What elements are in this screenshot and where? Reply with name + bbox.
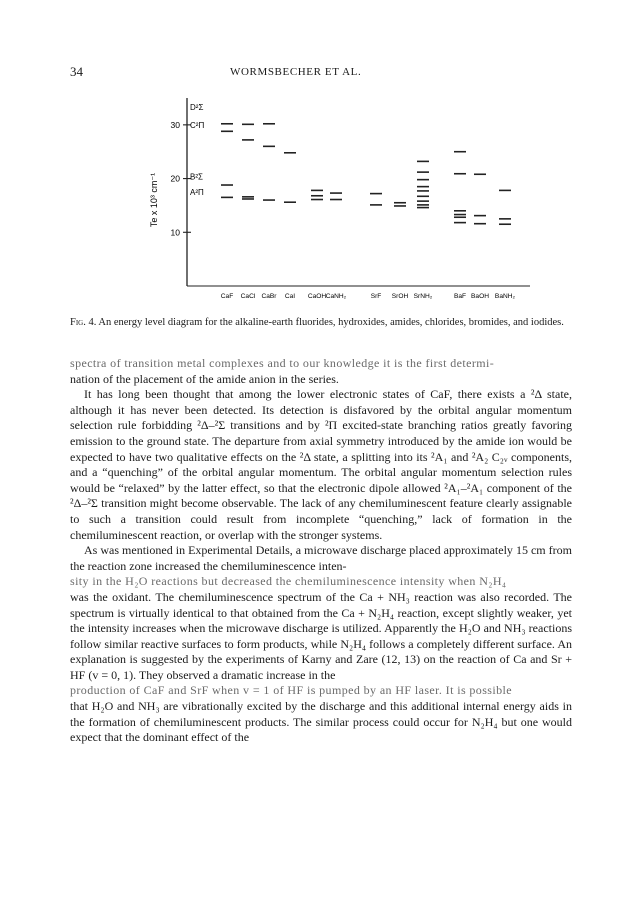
caption-label: Fig. 4. bbox=[70, 317, 97, 328]
y-tick-label: 30 bbox=[170, 119, 180, 130]
running-head: WORMSBECHER ET AL. bbox=[230, 66, 362, 78]
y-tick-label: 20 bbox=[170, 173, 180, 184]
paragraph-3-part-c: that H₂O and NH₃ are vibrationally excited by the discharge and this additional internal energy aids in the formation of chemiluminescent products. The similar process could occur for N₂H₄ but one would expect that the dominant effect of the bbox=[70, 699, 572, 745]
paragraph-3-part-a: As was mentioned in Experimental Details, a microwave discharge placed approximately 15 cm from the reaction zone increased the chemiluminescence inten- bbox=[70, 543, 572, 573]
energy-levels bbox=[221, 124, 511, 224]
state-label: D²Σ bbox=[190, 102, 204, 112]
page-number: 34 bbox=[70, 64, 83, 79]
molecule-labels bbox=[221, 293, 516, 300]
molecule-label: CaI bbox=[284, 293, 296, 300]
paragraph-continuation: nation of the placement of the amide anion in the series. bbox=[70, 371, 339, 386]
molecule-label: BaNH₂ bbox=[494, 293, 516, 300]
paragraph-3-part-b: was the oxidant. The chemiluminescence spectrum of the Ca + NH₃ reaction was also recorded. The spectrum is virtually identical to that obtained from the Ca + N₂H₄ reaction, except slightly weaker, yet the intensity increases when the microwave discharge is utilized. Apparently the H₂O and NH₃ reactions follow similar reactive surfaces to form products, while N₂H₄ follows a completely different surface. An explanation is suggested by the experiments of Karny and Zare (12, 13) on the reaction of Ca and Sr + HF (v = 0, 1). They observed a dramatic increase in the bbox=[70, 589, 572, 682]
clipped-line-2: sity in the H₂O reactions but decreased the chemiluminescence intensity when N₂H₄ bbox=[70, 574, 507, 589]
molecule-label: CaOH bbox=[307, 293, 327, 300]
y-ticks bbox=[171, 120, 191, 237]
clipped-line-3: production of CaF and SrF when v = 1 of HF is pumped by an HF laser. It is possible bbox=[70, 683, 512, 698]
figure-caption bbox=[70, 316, 570, 330]
molecule-label: CaBr bbox=[261, 293, 277, 300]
molecule-label: SrF bbox=[370, 293, 382, 300]
energy-level-diagram bbox=[60, 90, 580, 310]
state-label: A²Π bbox=[190, 188, 204, 198]
y-tick-label: 10 bbox=[170, 227, 180, 238]
molecule-label: CaNH₂ bbox=[325, 293, 347, 300]
body-text bbox=[70, 356, 572, 746]
molecule-label: SrOH bbox=[391, 293, 409, 300]
caption-text: An energy level diagram for the alkaline-earth fluorides, hydroxides, amides, chlorides, bromides, and iodides. bbox=[98, 317, 564, 328]
state-labels bbox=[190, 103, 204, 197]
clipped-line: spectra of transition metal complexes and to our knowledge it is the first determi- bbox=[70, 356, 495, 370]
y-axis-title: Te x 10³ cm⁻¹ bbox=[149, 172, 159, 228]
molecule-label: BaOH bbox=[471, 293, 489, 300]
molecule-label: BaF bbox=[453, 293, 467, 300]
molecule-label: SrNH₂ bbox=[413, 293, 433, 300]
state-label: B²Σ bbox=[190, 172, 203, 182]
state-label: C²Π bbox=[190, 121, 205, 131]
molecule-label: CaCl bbox=[240, 293, 256, 300]
paragraph-2: It has long been thought that among the lower electronic states of CaF, there exists a ²Δ state, although it has never been detected. Its detection is disfavored by the orbital angular momentum selection rule forbidding ²Δ–²Σ transitions and by ²Π excited-state branching ratios greatly favoring emission to the ground state. The departure from axial symmetry introduced by the amide ion would be expected to have two qualitative effects on the ²Δ state, a splitting into its ²A₁ and ²A₂ C₂ᵥ components, and a “quenching” of the orbital angular momentum. The orbital angular momentum selection rules would be “relaxed” by the latter effect, so that the electronic dipole allowed ²A₁–²A₁ component of the ²Δ–²Σ transition might become observable. The lack of any chemiluminescent feature clearly assignable to such a transition could result from incomplete “quenching,” lack of formation in the chemiluminescent reaction, or overlap with the stronger systems. bbox=[70, 387, 572, 542]
molecule-label: CaF bbox=[220, 293, 234, 300]
